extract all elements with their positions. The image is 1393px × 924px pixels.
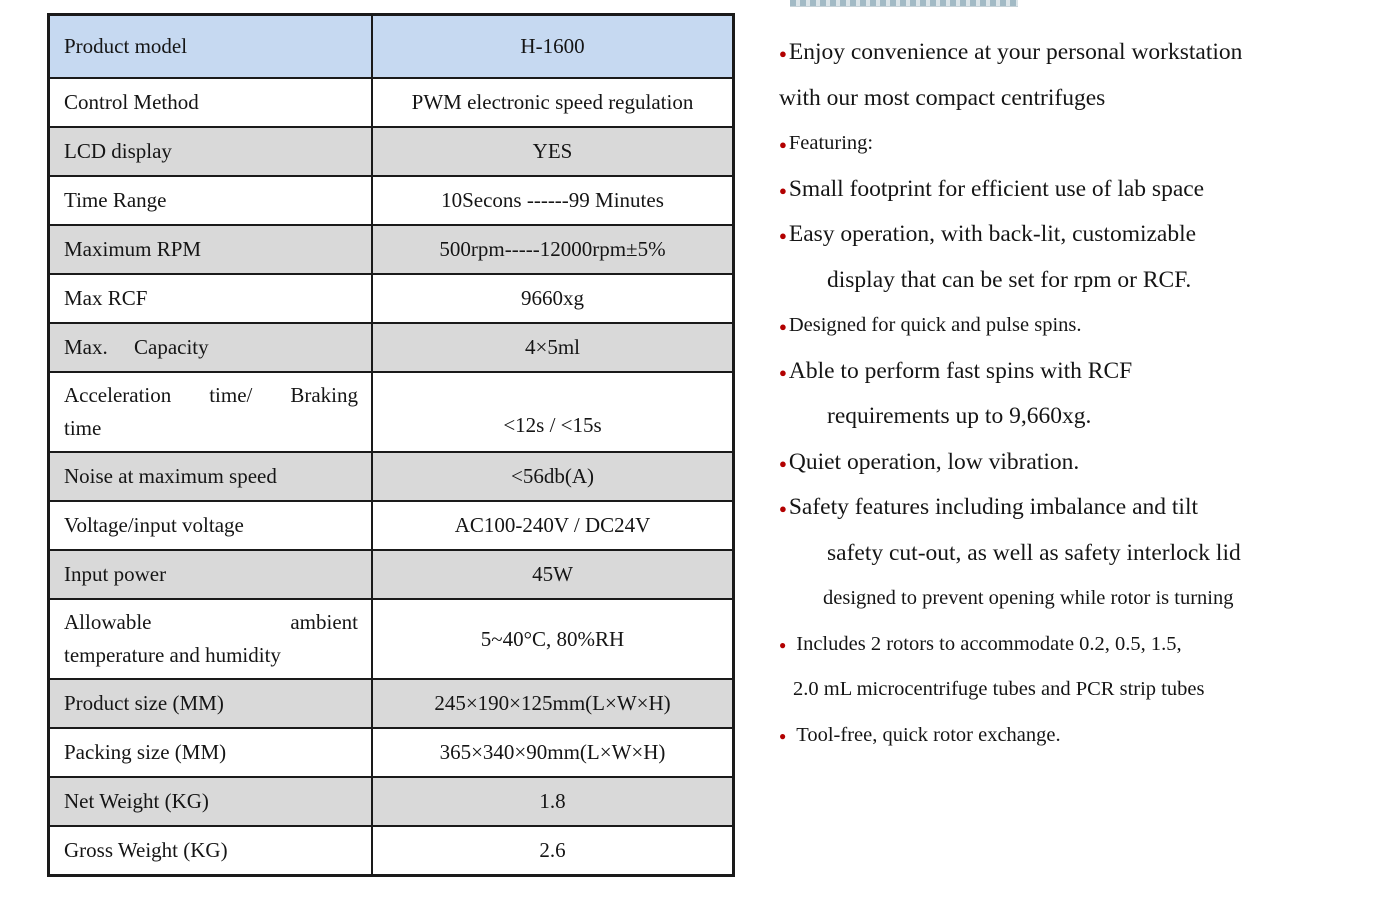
spec-value: 1.8 xyxy=(539,789,566,813)
spec-label: Max RCF xyxy=(50,275,373,322)
spec-value: PWM electronic speed regulation xyxy=(411,90,694,114)
clipped-element-strip xyxy=(790,0,1018,7)
table-row xyxy=(50,727,732,776)
feature-line xyxy=(779,349,1385,395)
feature-item xyxy=(779,303,1385,349)
spec-label: Noise at maximum speed xyxy=(50,453,373,500)
feature-text: Easy operation, with back-lit, customizable xyxy=(788,221,1197,248)
spec-label-word: Allowable xyxy=(64,610,152,634)
feature-item xyxy=(779,622,1385,713)
spec-value: 365×340×90mm(L×W×H) xyxy=(439,740,666,764)
spec-value: 5~40°C, 80%RH xyxy=(480,626,625,651)
table-row xyxy=(50,678,732,727)
feature-text: Includes 2 rotors to accommodate 0.2, 0.5, 1.5, xyxy=(796,632,1182,655)
spec-value: <12s / <15s xyxy=(503,413,602,437)
table-row xyxy=(50,371,732,451)
spec-label: Input power xyxy=(50,551,373,598)
table-row xyxy=(50,549,732,598)
spec-label: Packing size (MM) xyxy=(50,729,373,776)
spec-value: <56db(A) xyxy=(511,464,594,488)
spec-label: Control Method xyxy=(50,79,373,126)
bullet-icon: ● xyxy=(779,228,787,244)
spec-label: Net Weight (KG) xyxy=(50,778,373,825)
feature-line xyxy=(779,76,1385,122)
feature-line xyxy=(779,622,1385,668)
spec-value: 245×190×125mm(L×W×H) xyxy=(434,691,671,715)
spec-label-word: time/ xyxy=(209,383,253,407)
feature-item xyxy=(779,349,1385,440)
feature-line xyxy=(779,30,1385,76)
feature-line xyxy=(779,667,1385,713)
table-row xyxy=(50,126,732,175)
bullet-icon: ● xyxy=(779,455,787,471)
table-row xyxy=(50,500,732,549)
feature-line xyxy=(779,531,1385,577)
spec-label: Voltage/input voltage xyxy=(50,502,373,549)
feature-text: designed to prevent opening while rotor is turning xyxy=(823,587,1234,610)
feature-item xyxy=(779,167,1385,213)
feature-item xyxy=(779,121,1385,167)
bullet-icon: ● xyxy=(779,638,787,653)
feature-text: Tool-free, quick rotor exchange. xyxy=(796,723,1061,746)
bullet-icon: ● xyxy=(779,182,787,198)
table-row xyxy=(50,77,732,126)
spec-value: H-1600 xyxy=(520,34,585,58)
spec-value: 9660xg xyxy=(521,286,584,310)
feature-line xyxy=(779,440,1385,486)
feature-text: Safety features including imbalance and tilt xyxy=(788,494,1199,521)
spec-value: 4×5ml xyxy=(524,335,580,359)
spec-label: Acceleration time/ Braking time xyxy=(50,373,373,451)
table-row xyxy=(50,175,732,224)
table-row xyxy=(50,776,732,825)
feature-text: safety cut-out, as well as safety interlock lid xyxy=(827,539,1241,566)
spec-value: 2.6 xyxy=(539,838,566,862)
feature-text: 2.0 mL microcentrifuge tubes and PCR strip tubes xyxy=(793,678,1205,701)
feature-item xyxy=(779,440,1385,486)
table-row xyxy=(50,825,732,874)
feature-line xyxy=(779,258,1385,304)
spec-label: Allowable ambient temperature and humidity xyxy=(50,600,373,678)
table-row xyxy=(50,598,732,678)
table-row xyxy=(50,273,732,322)
feature-line xyxy=(779,303,1385,349)
feature-text: display that can be set for rpm or RCF. xyxy=(827,266,1192,293)
spec-label-word: ambient xyxy=(290,610,358,634)
feature-text: Designed for quick and pulse spins. xyxy=(788,314,1082,337)
spec-label: Product model xyxy=(50,16,373,77)
spec-label-word: Acceleration xyxy=(64,383,172,407)
table-row xyxy=(50,451,732,500)
feature-text: Able to perform fast spins with RCF xyxy=(788,357,1133,384)
feature-line xyxy=(779,212,1385,258)
table-row xyxy=(50,322,732,371)
feature-item xyxy=(779,30,1385,121)
spec-label: Time Range xyxy=(50,177,373,224)
spec-value: 500rpm-----12000rpm±5% xyxy=(439,237,666,261)
feature-item xyxy=(779,713,1385,759)
product-spec-table xyxy=(47,13,735,877)
feature-text: Featuring: xyxy=(788,132,874,155)
feature-text: Small footprint for efficient use of lab space xyxy=(788,175,1205,202)
feature-text: with our most compact centrifuges xyxy=(779,84,1106,111)
feature-text: Quiet operation, low vibration. xyxy=(788,448,1080,475)
spec-label: Gross Weight (KG) xyxy=(50,827,373,874)
feature-line xyxy=(779,167,1385,213)
feature-item xyxy=(779,485,1385,622)
bullet-icon: ● xyxy=(779,46,787,62)
features-list xyxy=(779,30,1385,758)
spec-label-word: Braking xyxy=(290,383,358,407)
bullet-icon: ● xyxy=(779,364,787,380)
table-row xyxy=(50,16,732,77)
spec-value: 45W xyxy=(532,562,573,586)
spec-label: Product size (MM) xyxy=(50,680,373,727)
feature-line xyxy=(779,576,1385,622)
feature-item xyxy=(779,212,1385,303)
spec-label: Max. Capacity xyxy=(50,324,373,371)
bullet-icon: ● xyxy=(779,729,787,744)
feature-line xyxy=(779,394,1385,440)
bullet-icon: ● xyxy=(779,501,787,517)
spec-value: 10Secons ------99 Minutes xyxy=(441,188,664,212)
spec-value: AC100-240V / DC24V xyxy=(454,513,651,537)
feature-line xyxy=(779,121,1385,167)
spec-label: Maximum RPM xyxy=(50,226,373,273)
spec-value: YES xyxy=(532,139,573,163)
feature-text: Enjoy convenience at your personal workstation xyxy=(788,39,1243,66)
spec-label: LCD display xyxy=(50,128,373,175)
feature-text: requirements up to 9,660xg. xyxy=(827,403,1092,430)
feature-line xyxy=(779,485,1385,531)
table-row xyxy=(50,224,732,273)
bullet-icon: ● xyxy=(779,319,787,335)
feature-line xyxy=(779,713,1385,759)
bullet-icon: ● xyxy=(779,137,787,153)
